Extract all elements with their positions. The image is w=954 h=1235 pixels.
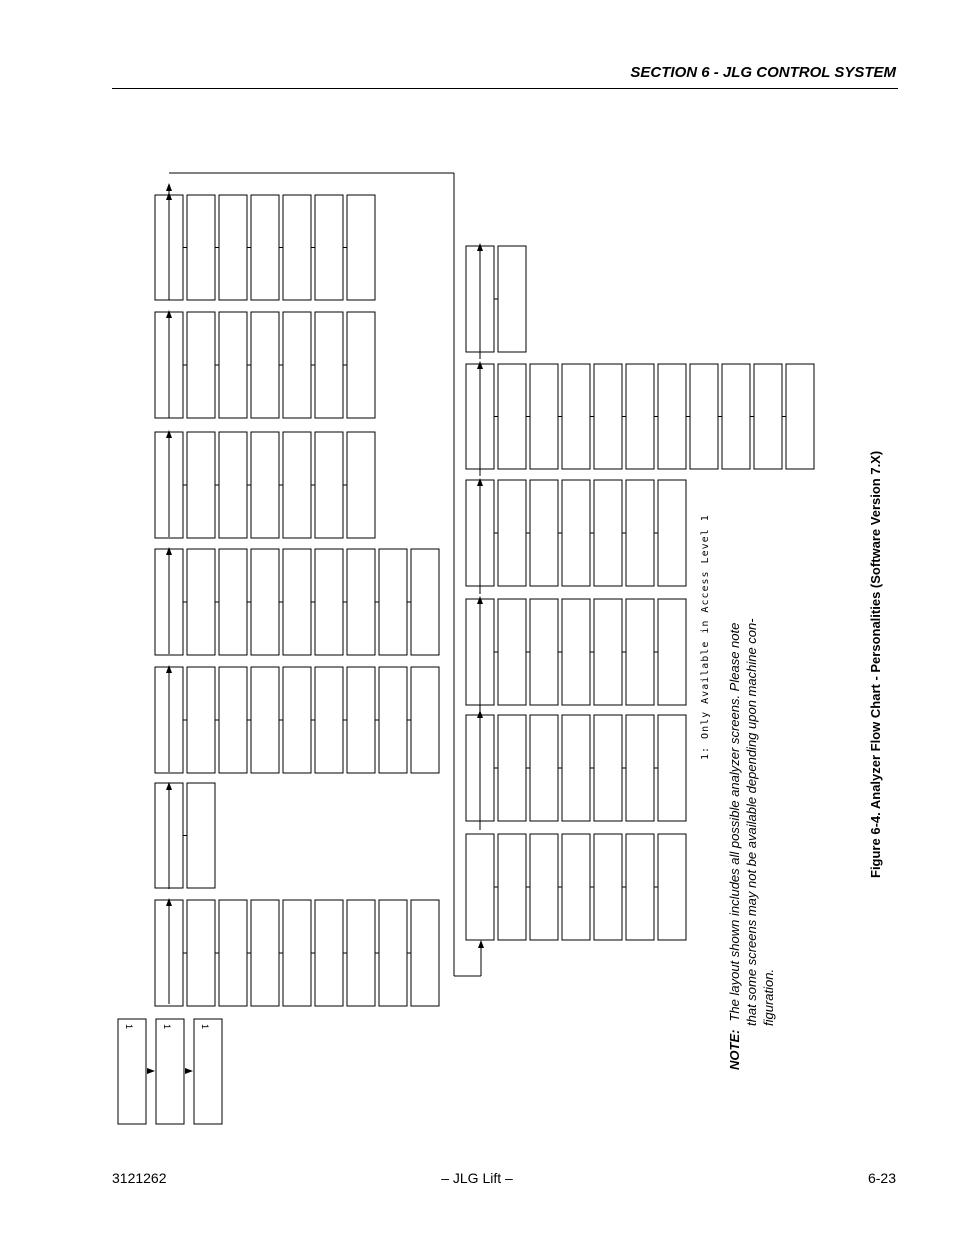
flow-box-77 (658, 599, 686, 705)
flow-box-69 (626, 480, 654, 586)
flow-box-62 (754, 364, 782, 469)
flow-box-63 (786, 364, 814, 469)
flow-box-5 (283, 195, 311, 300)
flow-box-60 (690, 364, 718, 469)
flow-box-33 (219, 667, 247, 773)
flow-box-80 (530, 715, 558, 821)
section-title: SECTION 6 - JLG CONTROL SYSTEM (630, 64, 896, 81)
flow-box-49 (379, 900, 407, 1006)
figure-caption: Figure 6-4. Analyzer Flow Chart - Personalities (Software Version 7.X) (868, 450, 883, 878)
flow-box-4 (251, 195, 279, 300)
flow-box-26 (283, 549, 311, 655)
flow-box-37 (347, 667, 375, 773)
level-marker-2: 1 (162, 1024, 172, 1030)
flow-box-14 (347, 312, 375, 418)
right-arrow (147, 1068, 155, 1074)
page-number: 6-23 (867, 1170, 896, 1186)
flow-box-47 (315, 900, 343, 1006)
footer-center: – JLG Lift – (441, 1170, 513, 1186)
flow-box-67 (562, 480, 590, 586)
flow-box-7 (347, 195, 375, 300)
flow-box-43 (187, 900, 215, 1006)
flow-box-58 (626, 364, 654, 469)
flow-box-56 (562, 364, 590, 469)
flow-box-66 (530, 480, 558, 586)
flow-box-57 (594, 364, 622, 469)
flow-box-76 (626, 599, 654, 705)
flow-box-24 (219, 549, 247, 655)
flow-box-30 (411, 549, 439, 655)
flow-box-6 (315, 195, 343, 300)
up-arrow (166, 183, 172, 191)
flow-box-74 (562, 599, 590, 705)
flow-box-36 (315, 667, 343, 773)
flow-box-21 (347, 432, 375, 538)
flow-box-19 (283, 432, 311, 538)
flow-box-17 (219, 432, 247, 538)
access-box-3 (194, 1019, 222, 1124)
flow-box-28 (347, 549, 375, 655)
flow-box-25 (251, 549, 279, 655)
level-marker-1: 1 (124, 1024, 134, 1030)
flow-box-85 (466, 834, 494, 940)
flow-box-18 (251, 432, 279, 538)
flow-box-86 (498, 834, 526, 940)
note-label: NOTE: (727, 1029, 742, 1070)
flow-box-35 (283, 667, 311, 773)
note-block (726, 580, 777, 1070)
flow-box-83 (626, 715, 654, 821)
flow-box-70 (658, 480, 686, 586)
flow-box-82 (594, 715, 622, 821)
flow-box-23 (187, 549, 215, 655)
flow-box-12 (283, 312, 311, 418)
access-box-2 (156, 1019, 184, 1124)
flow-box-72 (498, 599, 526, 705)
access-box-1 (118, 1019, 146, 1124)
flow-box-20 (315, 432, 343, 538)
right-arrow (185, 1068, 193, 1074)
flow-box-45 (251, 900, 279, 1006)
up-arrow (477, 710, 483, 718)
flow-box-87 (530, 834, 558, 940)
flow-box-13 (315, 312, 343, 418)
flow-box-68 (594, 480, 622, 586)
note-text-1: The layout shown includes all possible analyzer screens. Please note (727, 622, 742, 1022)
note-text-3: figuration. (761, 968, 776, 1026)
flow-box-75 (594, 599, 622, 705)
flow-box-32 (187, 667, 215, 773)
flow-box-39 (411, 667, 439, 773)
flow-box-50 (411, 900, 439, 1006)
flow-box-79 (498, 715, 526, 821)
flow-box-55 (530, 364, 558, 469)
access-level-note: 1: Only Available in Access Level 1 (700, 514, 711, 760)
flow-box-54 (498, 364, 526, 469)
note-text-2: that some screens may not be available depending upon machine con- (744, 618, 759, 1026)
flow-box-84 (658, 715, 686, 821)
flow-box-9 (187, 312, 215, 418)
up-arrow (478, 940, 484, 948)
flow-box-48 (347, 900, 375, 1006)
flow-box-81 (562, 715, 590, 821)
flow-box-2 (187, 195, 215, 300)
flow-box-65 (498, 480, 526, 586)
flow-box-11 (251, 312, 279, 418)
level-marker-3: 1 (200, 1024, 210, 1030)
flow-box-41 (187, 783, 215, 888)
flow-box-38 (379, 667, 407, 773)
flow-box-34 (251, 667, 279, 773)
flow-box-59 (658, 364, 686, 469)
flow-box-27 (315, 549, 343, 655)
flow-box-89 (594, 834, 622, 940)
flow-box-52 (498, 246, 526, 352)
flow-box-10 (219, 312, 247, 418)
flow-box-61 (722, 364, 750, 469)
flow-box-90 (626, 834, 654, 940)
flow-box-44 (219, 900, 247, 1006)
flow-box-73 (530, 599, 558, 705)
flow-box-3 (219, 195, 247, 300)
doc-number: 3121262 (112, 1170, 167, 1186)
flow-box-46 (283, 900, 311, 1006)
flow-box-29 (379, 549, 407, 655)
flow-box-16 (187, 432, 215, 538)
flow-box-91 (658, 834, 686, 940)
flow-box-88 (562, 834, 590, 940)
